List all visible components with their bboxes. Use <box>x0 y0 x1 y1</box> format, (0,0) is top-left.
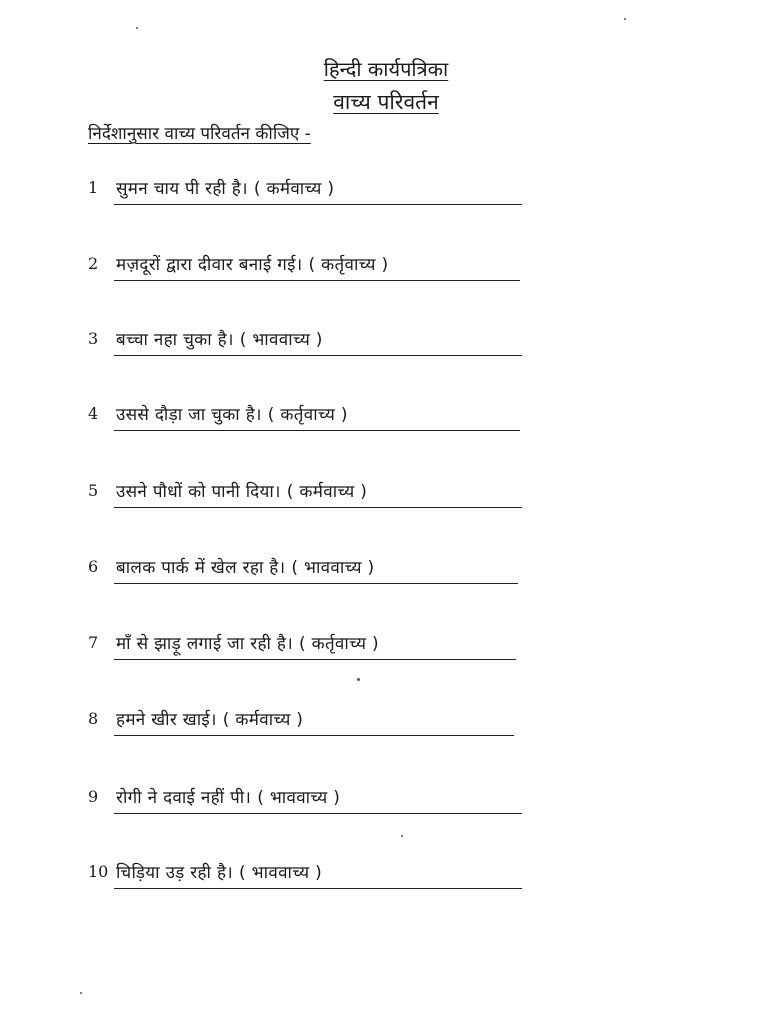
question-item <box>88 787 528 823</box>
question-item <box>88 481 528 517</box>
answer-line <box>114 280 520 281</box>
question-text <box>116 327 323 350</box>
answer-line <box>114 735 514 736</box>
question-voice: ( कर्मवाच्य ) <box>222 710 304 730</box>
question-item <box>88 862 528 898</box>
question-sentence: चिड़िया उड़ रही है। <box>116 863 234 883</box>
question-voice: ( भाववाच्य ) <box>257 788 341 808</box>
question-text <box>116 785 340 808</box>
scan-speck <box>80 992 82 994</box>
question-text <box>116 402 348 425</box>
answer-line <box>114 204 522 205</box>
scan-speck <box>136 27 138 29</box>
question-voice: ( कर्तृवाच्य ) <box>267 405 348 425</box>
question-sentence: मज़दूरों द्वारा दीवार बनाई गई। <box>116 255 303 275</box>
question-voice: ( कर्तृवाच्य ) <box>298 634 379 654</box>
question-voice: ( कर्मवाच्य ) <box>286 482 368 502</box>
question-sentence: उससे दौड़ा जा चुका है। <box>116 405 262 425</box>
question-sentence: हमने खीर खाई। <box>116 710 217 730</box>
question-number: 4 <box>88 404 99 423</box>
question-voice: ( भाववाच्य ) <box>239 863 323 883</box>
scan-speck <box>624 18 626 20</box>
answer-line <box>114 583 518 584</box>
worksheet-title: हिन्दी कार्यपत्रिका <box>323 57 449 81</box>
question-item <box>88 633 528 669</box>
answer-line <box>114 507 522 508</box>
question-item <box>88 709 528 745</box>
question-sentence: बच्चा नहा चुका है। <box>116 330 234 350</box>
question-item <box>88 404 528 440</box>
question-number: 8 <box>88 709 99 728</box>
answer-line <box>114 813 522 814</box>
question-text <box>116 631 379 654</box>
answer-line <box>114 888 522 889</box>
question-number: 3 <box>88 329 99 348</box>
scan-speck <box>401 835 403 837</box>
question-sentence: बालक पार्क में खेल रहा है। <box>116 558 286 578</box>
question-item <box>88 178 528 214</box>
answer-line <box>114 659 516 660</box>
question-text <box>116 555 374 578</box>
instruction-text: निर्देशानुसार वाच्य परिवर्तन कीजिए - <box>88 124 311 144</box>
question-number: 1 <box>88 178 99 197</box>
question-text <box>116 860 322 883</box>
question-voice: ( कर्तृवाच्य ) <box>308 255 389 275</box>
worksheet-subtitle: वाच्य परिवर्तन <box>333 90 439 114</box>
question-item <box>88 329 528 365</box>
question-voice: ( भाववाच्य ) <box>239 330 323 350</box>
question-number: 10 <box>88 862 109 881</box>
question-item <box>88 557 528 593</box>
question-text <box>116 176 334 199</box>
question-number: 6 <box>88 557 99 576</box>
question-text <box>116 479 367 502</box>
question-voice: ( भाववाच्य ) <box>291 558 375 578</box>
question-number: 9 <box>88 787 99 806</box>
question-number: 5 <box>88 481 99 500</box>
question-text <box>116 707 303 730</box>
question-voice: ( कर्मवाच्य ) <box>253 179 335 199</box>
question-sentence: उसने पौधों को पानी दिया। <box>116 482 281 502</box>
question-item <box>88 254 528 290</box>
answer-line <box>114 355 522 356</box>
question-number: 7 <box>88 633 99 652</box>
question-sentence: सुमन चाय पी रही है। <box>116 179 248 199</box>
answer-line <box>114 430 520 431</box>
question-sentence: माँ से झाड़ू लगाई जा रही है। <box>116 634 293 654</box>
question-sentence: रोगी ने दवाई नहीं पी। <box>116 788 252 808</box>
question-text <box>116 252 388 275</box>
question-number: 2 <box>88 254 99 273</box>
scan-speck <box>357 678 360 681</box>
